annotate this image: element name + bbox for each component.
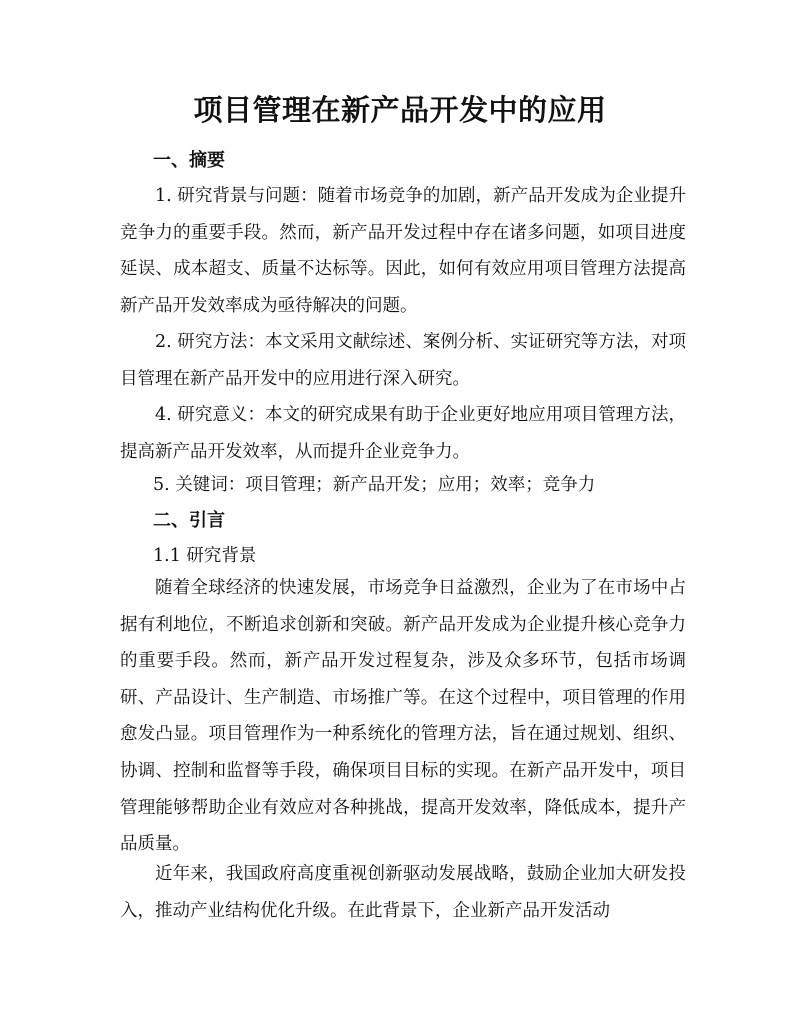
abstract-item-research-background: 1. 研究背景与问题：随着市场竞争的加剧，新产品开发成为企业提升竞争力的重要手段。然而，新产品开发过程中存在诸多问题，如项目进度延误、成本超支、质量不达标等。因此，如何有效应用项目管理方法提高新产品开发效率成为亟待解决的问题。 — [120, 186, 686, 316]
document-title: 项目管理在新产品开发中的应用 — [193, 93, 607, 127]
intro-subheading: 1.1 研究背景 — [153, 546, 257, 566]
intro-paragraph-background: 随着全球经济的快速发展，市场竞争日益激烈，企业为了在市场中占据有利地位，不断追求创新和突破。新产品开发成为企业提升核心竞争力的重要手段。然而，新产品开发过程复杂，涉及众多环节，包括市场调研、产品设计、生产制造、市场推广等。在这个过程中，项目管理的作用愈发凸显。项目管理作为一种系统化的管理方法，旨在通过规划、组织、协调、控制和监督等手段，确保项目目标的实现。在新产品开发中，项目管理能够帮助企业有效应对各种挑战，提高开发效率，降低成本，提升产品质量。 — [120, 578, 686, 855]
abstract-heading: 一、摘要 — [153, 150, 225, 171]
abstract-item-research-significance: 4. 研究意义：本文的研究成果有助于企业更好地应用项目管理方法，提高新产品开发效率，从而提升企业竞争力。 — [120, 405, 686, 462]
abstract-item-research-method: 2. 研究方法：本文采用文献综述、案例分析、实证研究等方法，对项目管理在新产品开发中的应用进行深入研究。 — [120, 332, 686, 389]
intro-heading: 二、引言 — [153, 510, 225, 531]
keywords-line: 5. 关键词：项目管理；新产品开发；应用；效率；竞争力 — [153, 475, 596, 495]
intro-paragraph-policy: 近年来，我国政府高度重视创新驱动发展战略，鼓励企业加大研发投入，推动产业结构优化升级。在此背景下，企业新产品开发活动 — [120, 864, 686, 921]
